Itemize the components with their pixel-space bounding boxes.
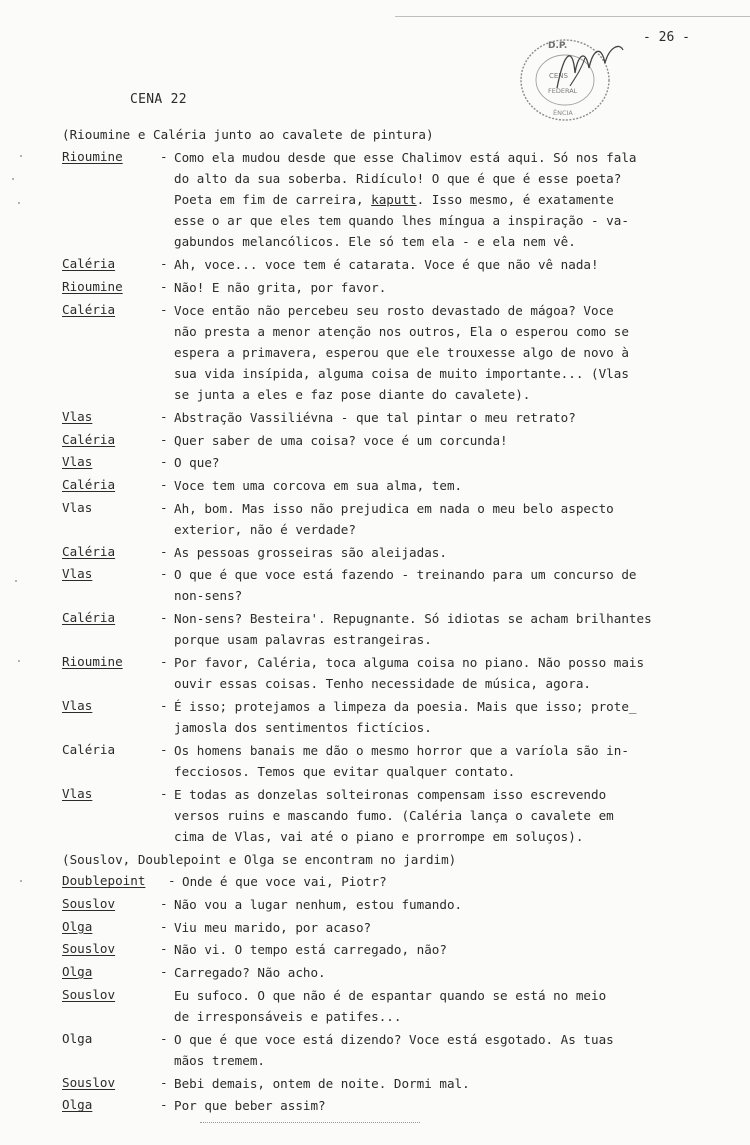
dash: - [160, 431, 168, 447]
dialogue-line: ouvir essas coisas. Tenho necessidade de música, agora. [174, 676, 592, 692]
speaker-name: Olga [62, 1097, 93, 1113]
dialogue-line: Abstração Vassiliévna - que tal pintar o meu retrato? [174, 409, 576, 425]
speaker-name: Vlas [62, 499, 93, 515]
speaker-name: Caléria [62, 431, 116, 447]
dialogue-text [174, 608, 742, 650]
dialogue-line: esse o ar que eles tem quando lhes míngua a inspiração - va- [174, 213, 629, 229]
dialogue-line: exterior, não é verdade? [174, 521, 356, 537]
stage-direction: (Souslov, Doublepoint e Olga se encontram no jardim) [62, 851, 457, 867]
dialogue-line: Voce tem uma corcova em sua alma, tem. [174, 478, 463, 493]
dialogue-entry [62, 1073, 742, 1094]
dialogue-line: Como ela mudou desde que esse Chalimov está aqui. Só nos fala [174, 149, 637, 165]
dash: - [160, 741, 168, 757]
censorship-stamp [515, 28, 627, 128]
dialogue-text [174, 962, 742, 983]
dialogue-text [174, 430, 742, 451]
speaker-name: Souslov [62, 941, 116, 957]
dialogue-text [174, 147, 742, 253]
speaker-name: Rioumine [62, 148, 123, 164]
dialogue-line: Por que beber assim? [174, 1098, 326, 1114]
speaker-name: Vlas [62, 697, 93, 713]
dialogue-line: não presta a menor atenção nos outros, Ela o esperou como se [174, 323, 629, 339]
dialogue-line: O que? [174, 455, 220, 471]
dialogue-script [62, 124, 742, 1118]
dialogue-entry [62, 894, 742, 915]
dialogue-text [174, 498, 742, 540]
dialogue-text [174, 740, 742, 782]
speaker-name: Caléria [62, 256, 116, 272]
dialogue-text [174, 1095, 742, 1116]
dialogue-line: Não! E não grita, por favor. [174, 279, 387, 295]
dialogue-line: sua vida insípida, alguma coisa de muito importante... (Vlas [174, 366, 629, 382]
dialogue-line: O que é que voce está fazendo - treinando para um concurso de [174, 567, 637, 583]
stage-direction: (Rioumine e Caléria junto ao cavalete de pintura) [62, 127, 434, 142]
dialogue-entry [62, 985, 742, 1027]
dialogue-line: espera a primavera, esperou que ele trouxesse algo de novo à [174, 344, 629, 360]
speaker-name: Olga [62, 964, 93, 980]
speaker-name: Olga [62, 1030, 93, 1046]
dash: - [160, 610, 168, 626]
dash: - [160, 1097, 168, 1113]
dialogue-entry [62, 696, 742, 738]
speaker-name: Souslov [62, 1074, 116, 1090]
dialogue-text [174, 300, 742, 406]
dialogue-line: Eu sufoco. O que não é de espantar quando se está no meio [174, 987, 607, 1003]
dialogue-line: non-sens? [174, 588, 243, 604]
dash: - [160, 918, 168, 934]
dash [160, 985, 174, 1027]
scene-title: CENA 22 [130, 92, 187, 107]
dialogue-entry [62, 740, 742, 782]
dialogue-entry [62, 1029, 742, 1071]
dialogue-line: Os homens banais me dão o mesmo horror que a varíola são in- [174, 742, 629, 758]
dialogue-entry [62, 300, 742, 406]
dialogue-line: jamosla dos sentimentos fictícios. [174, 720, 432, 736]
dialogue-line: gabundos melancólicos. Ele só tem ela - e ela nem vê. [174, 234, 576, 250]
dialogue-text [174, 475, 742, 496]
dialogue-text [182, 871, 742, 892]
dash: - [160, 566, 168, 582]
dialogue-line: E todas as donzelas solteironas compensam isso escrevendo [174, 786, 607, 802]
dialogue-line: Quer saber de uma coisa? voce é um corcunda! [174, 432, 508, 448]
dialogue-line: Não vi. O tempo está carregado, não? [174, 942, 447, 958]
dialogue-text [174, 1029, 742, 1071]
dash: - [160, 148, 168, 164]
svg-text:CENS: CENS [549, 72, 568, 80]
svg-text:ÊNCIA: ÊNCIA [553, 109, 573, 117]
dialogue-entry [62, 430, 742, 451]
dialogue-line: de irresponsáveis e patifes... [174, 1009, 402, 1024]
dialogue-entry [62, 147, 742, 253]
dash: - [160, 785, 168, 801]
dash: - [160, 654, 168, 669]
dialogue-line: Por favor, Caléria, toca alguma coisa no piano. Não posso mais [174, 655, 645, 670]
dialogue-entry [62, 1095, 742, 1116]
speaker-name: Rioumine [62, 654, 123, 669]
speaker-name: Souslov [62, 896, 116, 912]
dialogue-entry [62, 784, 742, 848]
dialogue-entry [62, 652, 742, 694]
dialogue-line: fecciosos. Temos que evitar qualquer contato. [174, 763, 516, 779]
page-number: - 26 - [643, 30, 690, 45]
dialogue-line: As pessoas grosseiras são aleijadas. [174, 544, 447, 560]
dialogue-entry [62, 917, 742, 938]
dialogue-text [174, 939, 742, 960]
dialogue-line: versos ruins e mascando fumo. (Caléria lança o cavalete em [174, 807, 614, 823]
dash: - [160, 477, 168, 492]
dash: - [160, 408, 168, 424]
dialogue-entry [62, 452, 742, 473]
dialogue-entry [62, 498, 742, 540]
dialogue-text [174, 542, 742, 563]
speaker-name: Vlas [62, 566, 93, 582]
svg-text:FEDERAL: FEDERAL [548, 87, 578, 95]
dialogue-line: Poeta em fim de carreira, kaputt. Isso mesmo, é exatamente [174, 192, 614, 208]
dialogue-line: Ah, voce... voce tem é catarata. Voce é que não vê nada! [174, 257, 599, 273]
dialogue-text [174, 254, 742, 275]
speaker-name: Vlas [62, 408, 93, 424]
dialogue-text [174, 784, 742, 848]
dialogue-entry [62, 564, 742, 606]
dialogue-line: Viu meu marido, por acaso? [174, 919, 372, 935]
dialogue-text [174, 894, 742, 915]
dash: - [160, 697, 168, 713]
dash: - [160, 301, 168, 317]
dialogue-line: porque usam palavras estrangeiras. [174, 632, 432, 648]
dialogue-text [174, 917, 742, 938]
dash: - [160, 543, 168, 559]
speaker-name: Doublepoint [62, 873, 146, 889]
speaker-name: Caléria [62, 741, 116, 757]
dialogue-line: mãos tremem. [174, 1052, 265, 1068]
top-edge-line [395, 16, 750, 17]
dialogue-entry [62, 871, 742, 892]
dialogue-line: Voce então não percebeu seu rosto devastado de mágoa? Voce [174, 302, 614, 318]
speaker-name: Caléria [62, 610, 116, 626]
dialogue-text [174, 277, 742, 298]
dash: - [160, 1074, 168, 1090]
dash: - [160, 1030, 168, 1046]
svg-text:D.P.: D.P. [548, 41, 568, 51]
speaker-name: Vlas [62, 454, 93, 470]
dialogue-entry [62, 407, 742, 428]
speaker-name: Caléria [62, 477, 116, 492]
dialogue-line: Carregado? Não acho. [174, 965, 326, 981]
speaker-name: Olga [62, 918, 93, 934]
dialogue-text [174, 652, 742, 694]
dialogue-line: É isso; protejamos a limpeza da poesia. Mais que isso; prote_ [174, 698, 637, 714]
dialogue-text [174, 452, 742, 473]
dialogue-text [174, 1073, 742, 1094]
dialogue-entry [62, 277, 742, 298]
dialogue-line: Ah, bom. Mas isso não prejudica em nada o meu belo aspecto [174, 500, 614, 516]
dialogue-line: Non-sens? Besteira'. Repugnante. Só idiotas se acham brilhantes [174, 611, 652, 627]
dialogue-line: cima de Vlas, vai até o piano e prorrompe em soluços). [174, 829, 584, 844]
speaker-name: Souslov [62, 986, 116, 1002]
dialogue-line: Bebi demais, ontem de noite. Dormi mal. [174, 1075, 470, 1091]
dash: - [160, 964, 168, 980]
dash: - [160, 896, 168, 912]
dialogue-entry [62, 608, 742, 650]
speaker-name: Caléria [62, 543, 116, 559]
dialogue-text [174, 696, 742, 738]
dialogue-text [174, 564, 742, 606]
speaker-name: Caléria [62, 301, 116, 317]
dash: - [160, 499, 168, 515]
dialogue-text [174, 985, 742, 1027]
dialogue-entry [62, 254, 742, 275]
dash: - [160, 256, 168, 272]
dash: - [160, 278, 168, 294]
dialogue-entry [62, 962, 742, 983]
bottom-edge-dots [200, 1122, 420, 1125]
dialogue-line: do alto da sua soberba. Ridículo! O que é que é esse poeta? [174, 170, 622, 186]
dialogue-entry [62, 542, 742, 563]
speaker-name: Vlas [62, 785, 93, 801]
dash: - [160, 454, 168, 470]
dash: - [160, 941, 168, 957]
dialogue-line: se junta a eles e faz pose diante do cavalete). [174, 387, 531, 403]
speaker-name: Rioumine [62, 278, 123, 294]
dialogue-entry [62, 939, 742, 960]
dash: - [168, 873, 176, 889]
dialogue-line: Onde é que voce vai, Piotr? [182, 874, 387, 890]
dialogue-text [174, 407, 742, 428]
dialogue-entry [62, 475, 742, 496]
dialogue-line: O que é que voce está dizendo? Voce está esgotado. As tuas [174, 1031, 614, 1047]
dialogue-line: Não vou a lugar nenhum, estou fumando. [174, 897, 463, 913]
